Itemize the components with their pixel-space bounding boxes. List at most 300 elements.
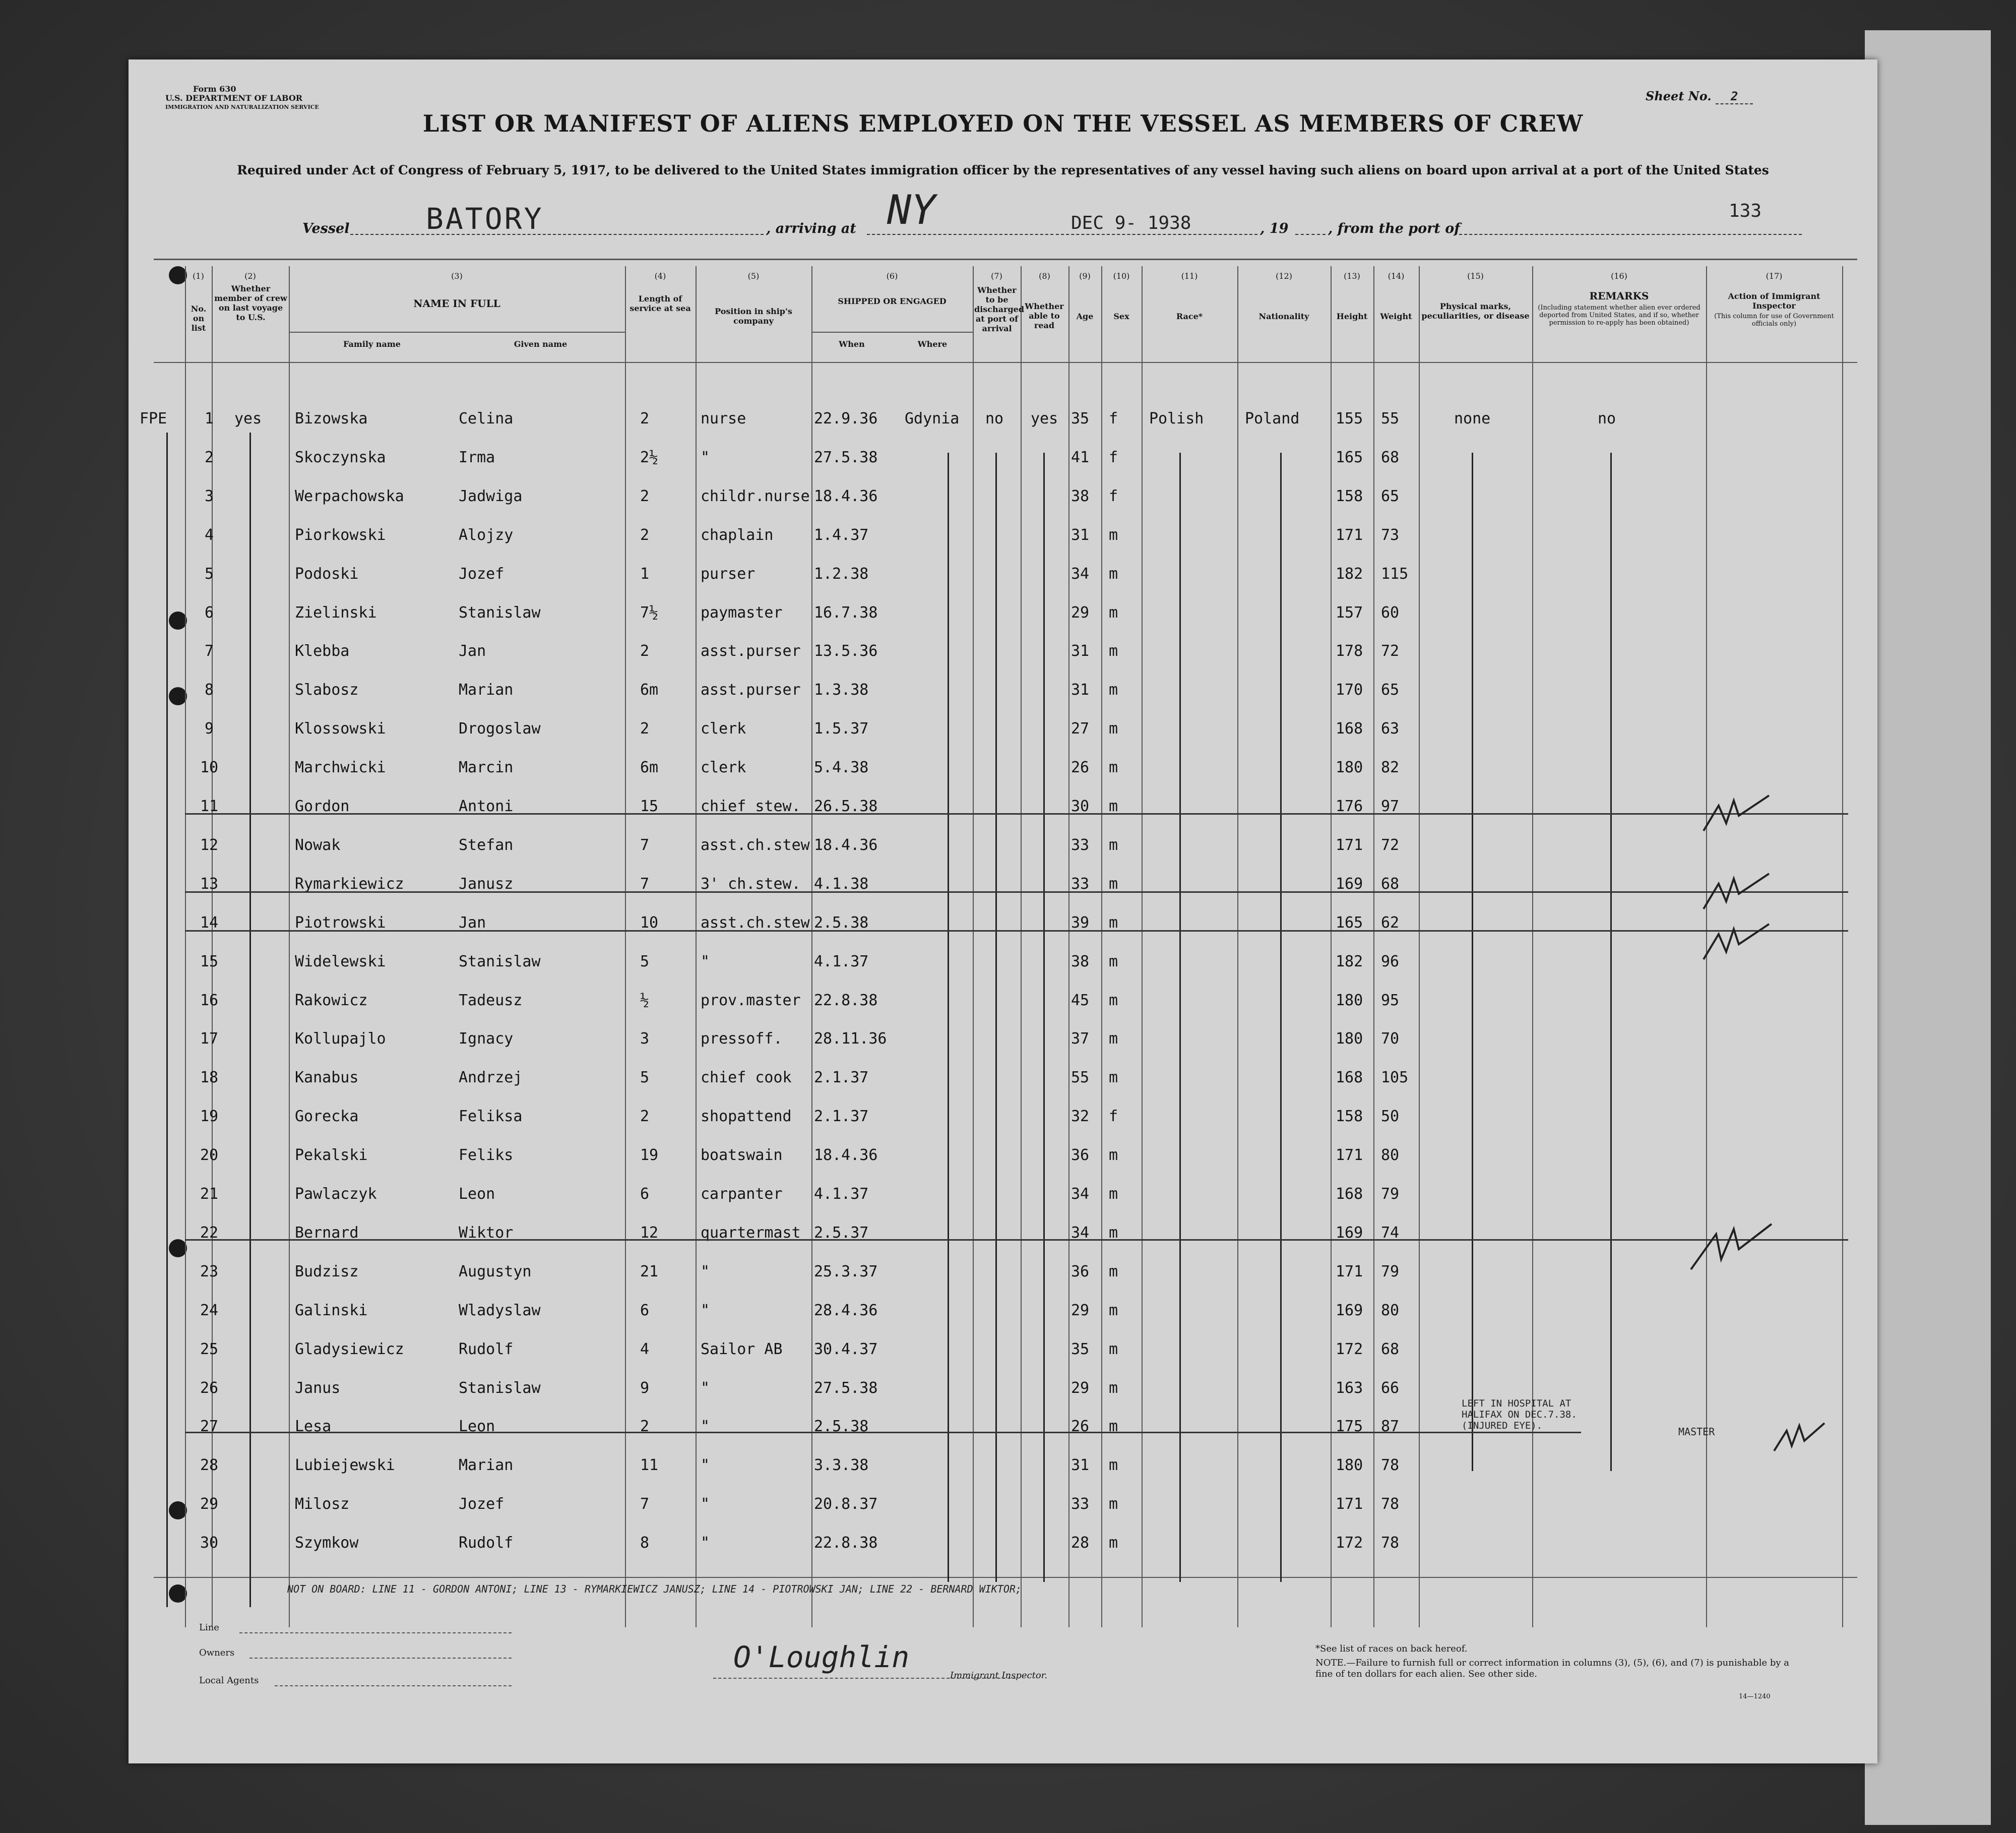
name-subdivider	[289, 332, 625, 333]
cell-no: 18	[200, 1069, 219, 1087]
cell-los: 2½	[640, 448, 659, 466]
cell-height: 172	[1336, 1534, 1363, 1552]
cell-weight: 72	[1381, 642, 1400, 660]
cell-position: childr.nurse	[701, 487, 810, 505]
cell-given: Wladyslaw	[459, 1301, 541, 1319]
cell-los: 7	[640, 1495, 650, 1513]
cell-los: ½	[640, 991, 650, 1009]
cell-age: 31	[1071, 681, 1090, 699]
cell-weight: 78	[1381, 1495, 1400, 1513]
cell-height: 170	[1336, 681, 1363, 699]
cell-height: 168	[1336, 1069, 1363, 1087]
col-header-sex: Sex	[1113, 312, 1129, 321]
cell-position: "	[701, 1418, 710, 1436]
cell-los: 2	[640, 1108, 650, 1126]
punch-hole	[169, 1584, 187, 1603]
ditto-line	[995, 453, 997, 1582]
owners-field	[249, 1658, 512, 1659]
cell-family: Szymkow	[295, 1534, 359, 1552]
ditto-line	[166, 433, 168, 1607]
cell-given: Rudolf	[459, 1534, 514, 1552]
col-num: (5)	[747, 271, 760, 281]
cell-height: 168	[1336, 1185, 1363, 1203]
year-field	[1295, 217, 1326, 235]
cell-los: 2	[640, 720, 650, 738]
col-header-service: Length of service at sea	[629, 294, 691, 313]
col-divider	[1237, 266, 1238, 1627]
cell-los: 5	[640, 1069, 650, 1087]
cell-no: 3	[204, 487, 214, 505]
cell-weight: 115	[1381, 565, 1409, 583]
cell-no: 6	[204, 603, 214, 622]
cell-position: clerk	[701, 720, 746, 738]
cell-weight: 79	[1381, 1262, 1400, 1280]
inspector-mark-icon	[1698, 785, 1774, 846]
cell-family: Klossowski	[295, 720, 386, 738]
cell-los: 2	[640, 487, 650, 505]
penalty-note: NOTE.—Failure to furnish full or correct information in columns (3), (5), (6), and (7) is punishable by a fine of ten dollars for each alien. See other side.	[1315, 1658, 1789, 1679]
cell-age: 36	[1071, 1262, 1090, 1280]
cell-when: 1.3.38	[814, 681, 869, 699]
cell-los: 21	[640, 1262, 659, 1280]
col-num: (9)	[1079, 271, 1091, 281]
col-num: (17)	[1766, 271, 1783, 281]
cell-los: 6m	[640, 681, 659, 699]
hospital-note: LEFT IN HOSPITAL AT HALIFAX ON DEC.7.38. (INJURED EYE).	[1462, 1398, 1577, 1431]
col-header-height: Height	[1336, 312, 1368, 321]
cell-given: Marian	[459, 681, 514, 699]
cell-weight: 78	[1381, 1456, 1400, 1475]
cell-no: 25	[200, 1340, 219, 1358]
cell-age: 26	[1071, 1418, 1090, 1436]
col-header-position: Position in ship's company	[715, 307, 792, 326]
cell-family: Marchwicki	[295, 759, 386, 777]
cell-los: 19	[640, 1146, 659, 1165]
cell-position: chaplain	[701, 526, 774, 544]
not-on-board-note: NOT ON BOARD: LINE 11 - GORDON ANTONI; LINE 13 - RYMARKIEWICZ JANUSZ; LINE 14 - PIOTROWSKI JAN; LINE 22 - BERNARD WIKTOR;	[287, 1583, 1022, 1595]
col-num: (15)	[1467, 271, 1484, 281]
cell-given: Jan	[459, 913, 486, 932]
cell-given: Stanislaw	[459, 1379, 541, 1397]
cell-given: Janusz	[459, 875, 514, 893]
cell-no: 26	[200, 1379, 219, 1397]
cell-family: Nowak	[295, 836, 341, 854]
cell-when: 22.8.38	[814, 991, 878, 1009]
cell-sex: m	[1109, 1379, 1118, 1397]
cell-age: 34	[1071, 565, 1090, 583]
cell-no: 7	[204, 642, 214, 660]
cell-family: Lesa	[295, 1418, 332, 1436]
col-header-race: Race*	[1176, 312, 1203, 321]
ditto-line	[1610, 453, 1612, 1471]
row1-where: Gdynia	[905, 410, 960, 427]
punch-hole	[169, 266, 187, 284]
cell-sex: f	[1109, 1108, 1118, 1126]
cell-when: 4.1.37	[814, 1185, 869, 1203]
cell-age: 34	[1071, 1224, 1090, 1242]
from-port-label: , from the port of	[1328, 221, 1460, 236]
cell-age: 31	[1071, 642, 1090, 660]
col-num: (12)	[1276, 271, 1292, 281]
col-header-where: Where	[917, 339, 948, 349]
cell-height: 171	[1336, 526, 1363, 544]
cell-position: purser	[701, 565, 755, 583]
cell-position: boatswain	[701, 1146, 783, 1165]
col-num: (2)	[244, 271, 256, 281]
cell-age: 35	[1071, 410, 1090, 427]
cell-position: "	[701, 448, 710, 466]
cell-height: 165	[1336, 913, 1363, 932]
cell-height: 158	[1336, 487, 1363, 505]
cell-los: 11	[640, 1456, 659, 1475]
cell-given: Jozef	[459, 1495, 505, 1513]
cell-family: Pekalski	[295, 1146, 368, 1165]
cell-age: 30	[1071, 798, 1090, 815]
cell-weight: 97	[1381, 798, 1400, 815]
cell-family: Kanabus	[295, 1069, 359, 1087]
date-field	[1056, 213, 1257, 235]
cell-no: 4	[204, 526, 214, 544]
cell-weight: 78	[1381, 1534, 1400, 1552]
cell-sex: m	[1109, 1262, 1118, 1280]
cell-height: 171	[1336, 1146, 1363, 1165]
ditto-line	[1472, 453, 1473, 1471]
cell-family: Piorkowski	[295, 526, 386, 544]
cell-when: 2.1.37	[814, 1108, 869, 1126]
cell-weight: 68	[1381, 1340, 1400, 1358]
row1-nationality: Poland	[1245, 410, 1300, 427]
cell-no: 11	[200, 798, 219, 815]
cell-given: Feliks	[459, 1146, 514, 1165]
cell-sex: f	[1109, 410, 1118, 427]
agents-label: Local Agents	[199, 1675, 259, 1686]
col-divider	[1101, 266, 1102, 1627]
cell-when: 2.5.38	[814, 913, 869, 932]
cell-when: 13.5.36	[814, 642, 878, 660]
cell-height: 182	[1336, 565, 1363, 583]
cell-sex: m	[1109, 1456, 1118, 1475]
vessel-label: Vessel	[302, 221, 350, 236]
cell-height: 169	[1336, 1301, 1363, 1319]
ditto-line	[1043, 453, 1045, 1582]
row1-last-voyage: yes	[234, 410, 262, 427]
cell-family: Rymarkiewicz	[295, 875, 404, 893]
marker-fpe: FPE	[140, 410, 167, 427]
race-note: *See list of races on back hereof.	[1315, 1643, 1468, 1654]
cell-age: 29	[1071, 1379, 1090, 1397]
cell-height: 178	[1336, 642, 1363, 660]
col-num: (7)	[991, 271, 1002, 281]
col-header-name: NAME IN FULL	[413, 297, 500, 310]
ditto-line	[948, 453, 949, 1582]
cell-position: "	[701, 1495, 710, 1513]
cell-when: 27.5.38	[814, 448, 878, 466]
cell-when: 22.9.36	[814, 410, 878, 427]
form-header	[165, 85, 319, 112]
cell-los: 5	[640, 952, 650, 970]
col-num: (14)	[1388, 271, 1405, 281]
cell-when: 5.4.38	[814, 759, 869, 777]
table-bottom-rule	[154, 1577, 1857, 1578]
cell-age: 38	[1071, 487, 1090, 505]
cell-position: asst.purser	[701, 642, 801, 660]
cell-given: Stanislaw	[459, 603, 541, 622]
cell-given: Jadwiga	[459, 487, 523, 505]
cell-los: 7½	[640, 603, 659, 622]
cell-family: Budzisz	[295, 1262, 359, 1280]
cell-weight: 74	[1381, 1224, 1400, 1242]
cell-given: Jozef	[459, 565, 505, 583]
cell-given: Stefan	[459, 836, 514, 854]
cell-los: 3	[640, 1030, 650, 1048]
col-divider	[1142, 266, 1143, 1627]
cell-given: Irma	[459, 448, 495, 466]
cell-weight: 95	[1381, 991, 1400, 1009]
col-header-shipped: SHIPPED OR ENGAGED	[838, 296, 947, 306]
col-header-marks: Physical marks, peculiarities, or disease	[1421, 301, 1530, 321]
cell-position: chief cook	[701, 1069, 792, 1087]
form-code: 14—1240	[1739, 1693, 1771, 1700]
cell-given: Celina	[459, 410, 514, 427]
cell-los: 2	[640, 410, 650, 427]
cell-height: 180	[1336, 759, 1363, 777]
cell-when: 18.4.36	[814, 836, 878, 854]
cell-weight: 87	[1381, 1418, 1400, 1436]
punch-hole	[169, 1501, 187, 1519]
cell-given: Antoni	[459, 798, 514, 815]
cell-age: 31	[1071, 1456, 1090, 1475]
cell-weight: 73	[1381, 526, 1400, 544]
cell-age: 29	[1071, 1301, 1090, 1319]
cell-height: 172	[1336, 1340, 1363, 1358]
cell-sex: f	[1109, 448, 1118, 466]
cell-when: 1.4.37	[814, 526, 869, 544]
cell-los: 6	[640, 1185, 650, 1203]
cell-height: 180	[1336, 1030, 1363, 1048]
cell-sex: f	[1109, 487, 1118, 505]
cell-when: 30.4.37	[814, 1340, 878, 1358]
cell-age: 33	[1071, 1495, 1090, 1513]
cell-weight: 80	[1381, 1301, 1400, 1319]
cell-when: 22.8.38	[814, 1534, 878, 1552]
cell-family: Widelewski	[295, 952, 386, 970]
cell-weight: 105	[1381, 1069, 1409, 1087]
cell-no: 2	[204, 448, 214, 466]
cell-given: Rudolf	[459, 1340, 514, 1358]
cell-when: 16.7.38	[814, 603, 878, 622]
cell-sex: m	[1109, 1146, 1118, 1165]
cell-when: 4.1.37	[814, 952, 869, 970]
table-top-rule	[154, 259, 1857, 260]
inspector-mark-icon	[1698, 914, 1774, 974]
cell-given: Alojzy	[459, 526, 514, 544]
row1-read: yes	[1031, 410, 1058, 427]
line-field	[239, 1632, 512, 1633]
cell-given: Augustyn	[459, 1262, 532, 1280]
cell-los: 15	[640, 798, 659, 815]
cell-when: 18.4.36	[814, 487, 878, 505]
cell-family: Podoski	[295, 565, 359, 583]
cell-weight: 68	[1381, 448, 1400, 466]
col-divider	[1842, 266, 1843, 1627]
cell-age: 55	[1071, 1069, 1090, 1087]
cell-position: asst.purser	[701, 681, 801, 699]
sheet-value: 2	[1716, 89, 1753, 104]
cell-when: 2.5.38	[814, 1418, 869, 1436]
cell-no: 15	[200, 952, 219, 970]
cell-sex: m	[1109, 952, 1118, 970]
cell-position: carpanter	[701, 1185, 783, 1203]
strike-row-14	[185, 930, 1848, 932]
cell-when: 1.2.38	[814, 565, 869, 583]
cell-weight: 72	[1381, 836, 1400, 854]
cell-los: 7	[640, 875, 650, 893]
cell-position: prov.master	[701, 991, 801, 1009]
col-num: (4)	[654, 271, 666, 281]
col-divider	[973, 266, 974, 1627]
cell-height: 175	[1336, 1418, 1363, 1436]
cell-age: 33	[1071, 875, 1090, 893]
cell-height: 182	[1336, 952, 1363, 970]
cell-age: 34	[1071, 1185, 1090, 1203]
col-num: (8)	[1039, 271, 1050, 281]
cell-position: asst.ch.stew	[701, 913, 810, 932]
cell-given: Jan	[459, 642, 486, 660]
cell-weight: 80	[1381, 1146, 1400, 1165]
cell-given: Ignacy	[459, 1030, 514, 1048]
form-number: Form 630	[193, 84, 236, 94]
agents-field	[275, 1685, 512, 1686]
cell-los: 1	[640, 565, 650, 583]
col-num: (10)	[1113, 271, 1130, 281]
cell-age: 39	[1071, 913, 1090, 932]
cell-height: 155	[1336, 410, 1363, 427]
arrival-date: DEC 9- 1938	[1071, 213, 1191, 233]
cell-sex: m	[1109, 1030, 1118, 1048]
cell-given: Marian	[459, 1456, 514, 1475]
cell-position: Sailor AB	[701, 1340, 783, 1358]
cell-weight: 50	[1381, 1108, 1400, 1126]
cell-family: Bizowska	[295, 410, 368, 427]
cell-sex: m	[1109, 798, 1118, 815]
arriving-label: , arriving at	[766, 221, 856, 236]
cell-height: 176	[1336, 798, 1363, 815]
cell-sex: m	[1109, 1534, 1118, 1552]
cell-when: 2.5.37	[814, 1224, 869, 1242]
cell-no: 24	[200, 1301, 219, 1319]
cell-los: 4	[640, 1340, 650, 1358]
cell-weight: 62	[1381, 913, 1400, 932]
vessel-field	[350, 202, 764, 236]
cell-no: 12	[200, 836, 219, 854]
col-num: (6)	[886, 271, 898, 281]
col-divider	[1068, 266, 1069, 1627]
col-header-read: Whether able to read	[1025, 301, 1064, 330]
cell-family: Pawlaczyk	[295, 1185, 377, 1203]
page-title: LIST OR MANIFEST OF ALIENS EMPLOYED ON THE VESSEL AS MEMBERS OF CREW	[422, 110, 1584, 137]
owners-label: Owners	[199, 1647, 235, 1658]
cell-sex: m	[1109, 642, 1118, 660]
cell-no: 19	[200, 1108, 219, 1126]
punch-hole	[169, 612, 187, 630]
vessel-name: BATORY	[426, 202, 544, 236]
row1-marks: none	[1454, 410, 1491, 427]
cell-age: 29	[1071, 603, 1090, 622]
strike-row-11	[185, 813, 1848, 815]
cell-no: 16	[200, 991, 219, 1009]
col-header-discharged: Whether to be discharged at port of arrival	[974, 285, 1024, 333]
inspector-signature: O'Loughlin	[733, 1640, 910, 1674]
cell-los: 2	[640, 1418, 650, 1436]
cell-los: 2	[640, 526, 650, 544]
stamp-number: 133	[1729, 201, 1762, 221]
col-divider	[625, 266, 626, 1627]
cell-no: 28	[200, 1456, 219, 1475]
cell-sex: m	[1109, 1185, 1118, 1203]
cell-weight: 65	[1381, 681, 1400, 699]
cell-no: 10	[200, 759, 219, 777]
cell-given: Marcin	[459, 759, 514, 777]
cell-family: Zielinski	[295, 603, 377, 622]
cell-given: Stanislaw	[459, 952, 541, 970]
col-num: (1)	[193, 271, 204, 281]
col-header-given: Given name	[514, 339, 568, 349]
cell-age: 26	[1071, 759, 1090, 777]
cell-no: 13	[200, 875, 219, 893]
col-header-action-note: (This column for use of Government officials only)	[1714, 313, 1834, 328]
cell-given: Wiktor	[459, 1224, 514, 1242]
cell-family: Gorecka	[295, 1108, 359, 1126]
service-name: IMMIGRATION AND NATURALIZATION SERVICE	[165, 104, 319, 110]
col-divider	[696, 266, 697, 1627]
cell-position: "	[701, 1456, 710, 1475]
master-note: MASTER	[1678, 1426, 1715, 1438]
cell-position: asst.ch.stew	[701, 836, 810, 854]
cell-no: 22	[200, 1224, 219, 1242]
cell-family: Milosz	[295, 1495, 350, 1513]
cell-sex: m	[1109, 1301, 1118, 1319]
col-header-weight: Weight	[1380, 312, 1412, 321]
cell-los: 7	[640, 836, 650, 854]
cell-given: Leon	[459, 1185, 495, 1203]
col-header-action: Action of Immigrant Inspector	[1728, 291, 1820, 311]
arriving-field	[867, 187, 1053, 235]
cell-position: chief stew.	[701, 798, 801, 815]
cell-height: 163	[1336, 1379, 1363, 1397]
inspector-mark-icon	[1769, 1416, 1830, 1461]
col-header-age: Age	[1076, 312, 1094, 321]
cell-position: clerk	[701, 759, 746, 777]
cell-sex: m	[1109, 1495, 1118, 1513]
shipped-subdivider	[811, 332, 973, 333]
cell-height: 171	[1336, 836, 1363, 854]
cell-given: Leon	[459, 1418, 495, 1436]
cell-age: 28	[1071, 1534, 1090, 1552]
cell-sex: m	[1109, 565, 1118, 583]
cell-when: 18.4.36	[814, 1146, 878, 1165]
punch-hole	[169, 1239, 187, 1257]
cell-family: Bernard	[295, 1224, 359, 1242]
cell-when: 26.5.38	[814, 798, 878, 815]
cell-position: paymaster	[701, 603, 783, 622]
col-header-no: No. on list	[191, 304, 207, 333]
cell-sex: m	[1109, 681, 1118, 699]
cell-sex: m	[1109, 603, 1118, 622]
cell-when: 4.1.38	[814, 875, 869, 893]
cell-weight: 65	[1381, 487, 1400, 505]
cell-position: pressoff.	[701, 1030, 783, 1048]
col-num: (13)	[1344, 271, 1360, 281]
